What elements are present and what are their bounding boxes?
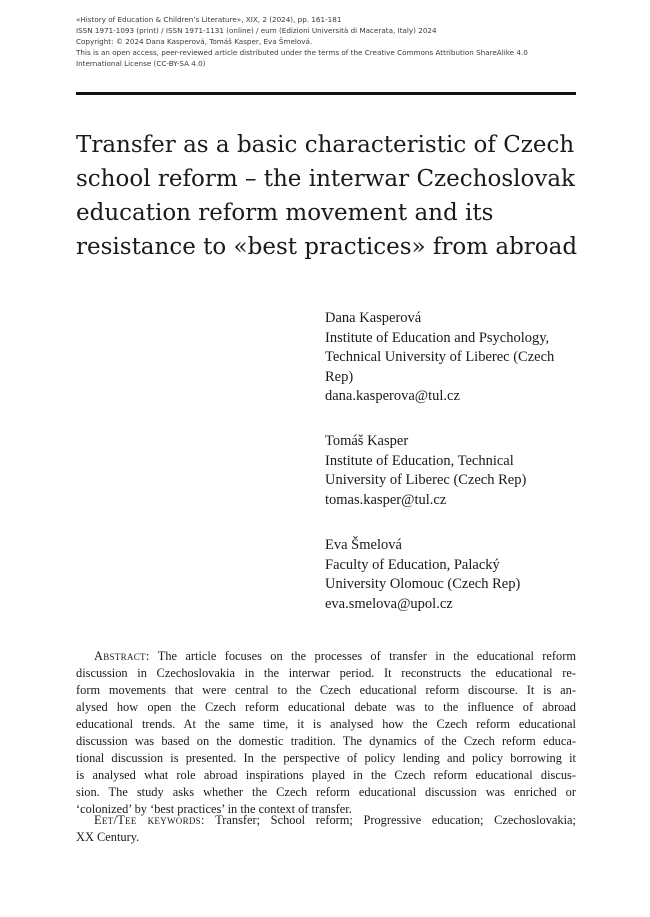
author-affiliation-line: University of Liberec (Czech Rep)	[325, 472, 527, 488]
abstract-line: discussion in Czechoslovakia in the interwar period. It reconstructs the educational re-	[76, 666, 576, 680]
keywords	[76, 812, 576, 846]
abstract-text: The article focuses on the processes of transfer in the educational reform	[157, 649, 576, 663]
author-email[interactable]: dana.kasperova@tul.cz	[325, 388, 460, 404]
abstract	[76, 648, 576, 818]
author-affiliation-line: Institute of Education, Technical	[325, 452, 514, 469]
abstract-first-line	[76, 648, 576, 665]
author-affiliation-line: Institute of Education and Psychology,	[325, 329, 550, 346]
header-rule	[76, 92, 576, 95]
keywords-first-line	[76, 812, 576, 829]
author-affiliation-line: Technical University of Liberec (Czech	[325, 349, 555, 365]
author-name: Tomáš Kasper	[325, 433, 409, 449]
author-email[interactable]: tomas.kasper@tul.cz	[325, 491, 447, 508]
abstract-line: educational trends. At the same time, it is analysed how the Czech reform educational	[76, 717, 576, 731]
title-line: school reform – the interwar Czechoslovak	[76, 166, 575, 192]
paper-title	[76, 128, 596, 264]
title-line: resistance to «best practices» from abroad	[76, 234, 578, 260]
abstract-line: alysed how open the Czech reform educational debate was to the influence of abroad	[76, 700, 576, 714]
header-license-line-2: International License (CC-BY-SA 4.0)	[76, 59, 206, 68]
header-license-line: This is an open access, peer-reviewed article distributed under the terms of the Creative Commons Attribution ShareAlike 4.0	[76, 48, 528, 57]
abstract-line: tional discussion is presented. In the perspective of policy lending and policy borrowing it	[76, 751, 576, 765]
author-block-kasper	[325, 432, 585, 510]
header-copyright-line: Copyright: © 2024 Dana Kasperová, Tomáš Kasper, Eva Šmelová.	[76, 37, 313, 46]
abstract-line: is analysed what role abroad inspirations played in the Czech reform educational discus-	[76, 768, 576, 782]
abstract-line: discussion was based on the domestic tradition. The dynamics of the Czech reform educa-	[76, 734, 576, 748]
keywords-text: Transfer; School reform; Progressive education; Czechoslovakia;	[215, 813, 576, 827]
author-block-smelova	[325, 536, 585, 614]
journal-header	[76, 14, 576, 69]
author-affiliation-line: Faculty of Education, Palacký	[325, 556, 500, 573]
abstract-line: form movements that were central to the Czech educational reform discourse. It is an-	[76, 683, 576, 697]
author-block-kasperova	[325, 309, 585, 407]
author-affiliation-line: Rep)	[325, 368, 354, 385]
author-name: Eva Šmelová	[325, 537, 402, 553]
header-citation-line: «History of Education & Children’s Literature», XIX, 2 (2024), pp. 161-181	[76, 15, 342, 24]
author-affiliation-line: University Olomouc (Czech Rep)	[325, 576, 521, 592]
keywords-label: Eet/Tee keywords:	[94, 813, 205, 827]
title-line: Transfer as a basic characteristic of Czech	[76, 132, 575, 158]
author-name: Dana Kasperová	[325, 310, 422, 326]
author-email[interactable]: eva.smelova@upol.cz	[325, 595, 453, 612]
abstract-line: sion. The study asks whether the Czech reform educational discussion was enriched or	[76, 785, 576, 799]
abstract-label: Abstract:	[94, 649, 150, 663]
title-line: education reform movement and its	[76, 200, 494, 226]
keywords-last-line: XX Century.	[76, 830, 140, 844]
abstract-last-line: ‘colonized’ by ‘best practices’ in the context of transfer.	[76, 802, 352, 816]
header-issn-line: ISSN 1971-1093 (print) / ISSN 1971-1131 (online) / eum (Edizioni Università di Macerata, Italy) 2024	[76, 26, 437, 35]
